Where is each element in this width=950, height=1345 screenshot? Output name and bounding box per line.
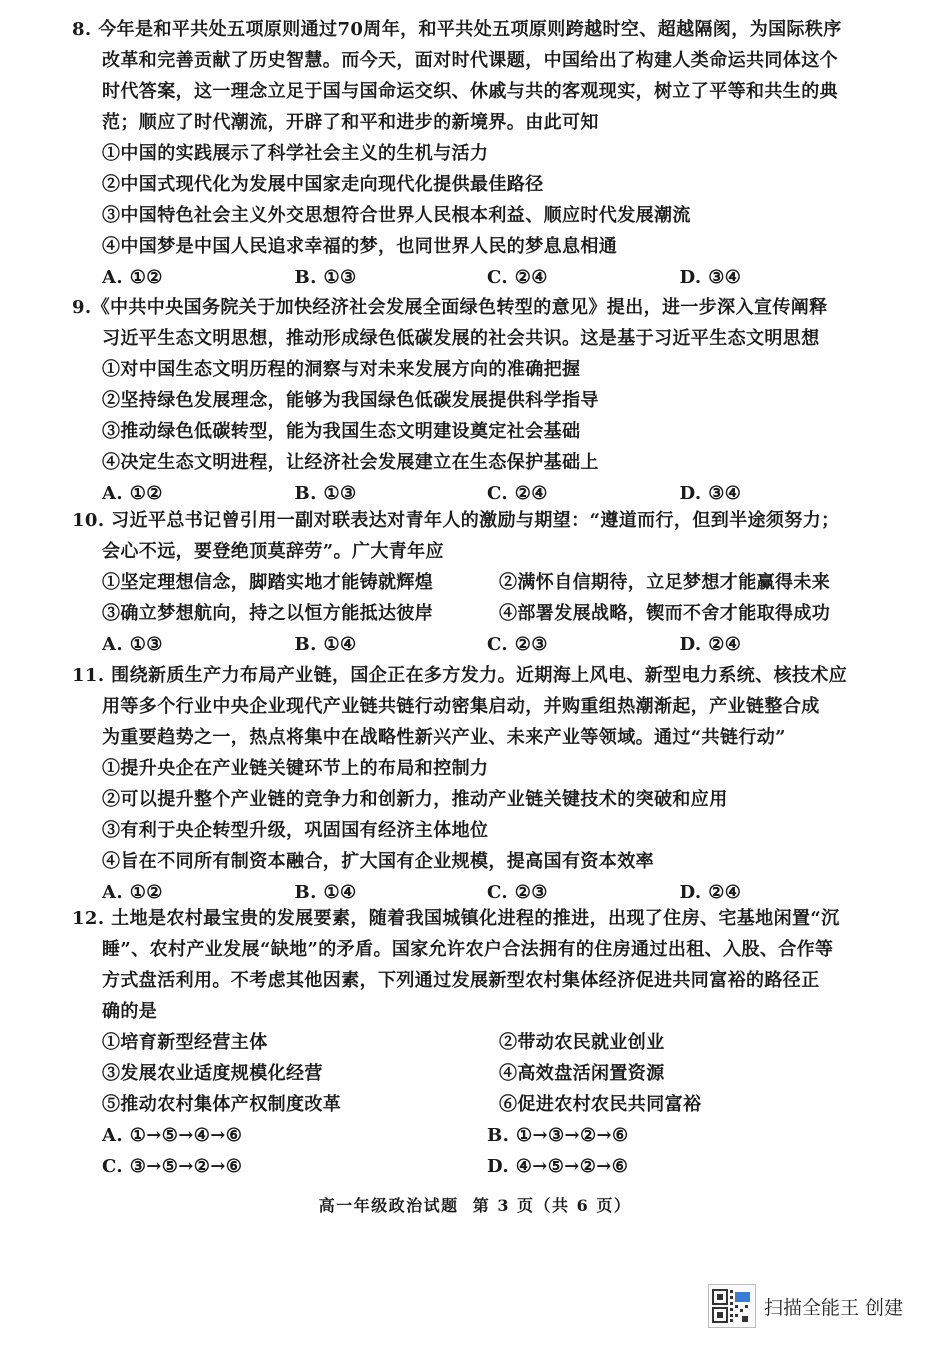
question-12-option-5: ⑤推动农村集体产权制度改革 — [102, 1094, 342, 1115]
question-8-option-3: ③中国特色社会主义外交思想符合世界人民根本利益、顺应时代发展潮流 — [102, 205, 691, 226]
question-11-option-4: ④旨在不同所有制资本融合，扩大国有企业规模，提高国有资本效率 — [102, 851, 654, 872]
question-12 — [72, 903, 872, 1182]
choice-c: C. ②④ — [487, 483, 548, 504]
question-12-option-6: ⑥促进农村农民共同富裕 — [499, 1094, 702, 1115]
question-10-stem-line: 10. 习近平总书记曾引用一副对联表达对青年人的激励与期望：“遵道而行，但到半途须努力； — [72, 510, 840, 531]
question-9-stem-line: 习近平生态文明思想，推动形成绿色低碳发展的社会共识。这是基于习近平生态文明思想 — [102, 328, 820, 349]
question-10-stem-line: 会心不远，要登绝顶莫辞劳”。广大青年应 — [102, 541, 444, 562]
question-10-option-1: ①坚定理想信念，脚踏实地才能铸就辉煌 — [102, 572, 434, 593]
question-12-option-row — [102, 1058, 872, 1089]
choice-c: C. ②③ — [487, 634, 548, 655]
choice-c: C. ②③ — [487, 882, 548, 903]
question-12-stem-line: 睡”、农村产业发展“缺地”的矛盾。国家允许农户合法拥有的住房通过出租、入股、合作等 — [102, 939, 834, 960]
question-12-stem-line: 12. 土地是农村最宝贵的发展要素，随着我国城镇化进程的推进，出现了住房、宅基地闲置“沉 — [72, 908, 840, 929]
question-11 — [72, 660, 872, 908]
question-12-option-2: ②带动农民就业创业 — [499, 1032, 665, 1053]
question-8-option-2: ②中国式现代化为发展中国家走向现代化提供最佳路径 — [102, 174, 544, 195]
question-10-option-4: ④部署发展战略，锲而不舍才能取得成功 — [499, 603, 831, 624]
watermark-text: 扫描全能王 创建 — [764, 1296, 904, 1319]
question-11-option-2: ②可以提升整个产业链的竞争力和创新力，推动产业链关键技术的突破和应用 — [102, 789, 728, 810]
question-10-option-2: ②满怀自信期待，立足梦想才能赢得未来 — [499, 572, 831, 593]
question-8-option-1: ①中国的实践展示了科学社会主义的生机与活力 — [102, 143, 489, 164]
question-10-option-3: ③确立梦想航向，持之以恒方能抵达彼岸 — [102, 603, 434, 624]
question-9-option-4: ④决定生态文明进程，让经济社会发展建立在生态保护基础上 — [102, 452, 599, 473]
choice-b: B. ①④ — [294, 634, 357, 655]
question-12-stem-line: 确的是 — [102, 1001, 158, 1022]
choice-d: D. ②④ — [679, 634, 742, 655]
question-11-stem-line: 11. 围绕新质生产力布局产业链，国企正在多方发力。近期海上风电、新型电力系统、核技术应 — [72, 665, 848, 686]
question-10 — [72, 505, 872, 660]
question-9-option-2: ②坚持绿色发展理念，能够为我国绿色低碳发展提供科学指导 — [102, 390, 599, 411]
question-12-option-row — [102, 1089, 872, 1120]
question-12-choices-row — [102, 1151, 872, 1182]
question-10-choices — [102, 629, 872, 660]
question-11-option-3: ③有利于央企转型升级，巩固国有经济主体地位 — [102, 820, 489, 841]
question-9-stem-line: 9.《中共中央国务院关于加快经济社会发展全面绿色转型的意见》提出，进一步深入宣传阐释 — [72, 297, 828, 318]
choice-d: D. ④→⑤→②→⑥ — [487, 1156, 629, 1177]
question-8 — [72, 14, 872, 293]
question-8-stem-line: 范；顺应了时代潮流，开辟了和平和进步的新境界。由此可知 — [102, 112, 599, 133]
question-12-option-1: ①培育新型经营主体 — [102, 1032, 268, 1053]
question-8-choices — [102, 262, 872, 293]
choice-a: A. ①③ — [102, 634, 163, 655]
question-12-option-3: ③发展农业适度规模化经营 — [102, 1063, 323, 1084]
question-9-option-3: ③推动绿色低碳转型，能为我国生态文明建设奠定社会基础 — [102, 421, 581, 442]
choice-b: B. ①③ — [294, 267, 357, 288]
choice-b: B. ①→③→②→⑥ — [487, 1125, 629, 1146]
qr-code-icon — [708, 1284, 756, 1328]
question-10-option-row — [102, 598, 872, 629]
question-12-stem-line: 方式盘活利用。不考虑其他因素，下列通过发展新型农村集体经济促进共同富裕的路径正 — [102, 970, 820, 991]
choice-c: C. ②④ — [487, 267, 548, 288]
choice-c: C. ③→⑤→②→⑥ — [102, 1156, 243, 1177]
question-9 — [72, 292, 872, 509]
question-12-choices-row — [102, 1120, 872, 1151]
question-10-option-row — [102, 567, 872, 598]
question-8-stem-line: 时代答案，这一理念立足于国与国命运交织、休戚与共的客观现实，树立了平等和共生的典 — [102, 81, 838, 102]
choice-d: D. ③④ — [679, 483, 742, 504]
question-11-option-1: ①提升央企在产业链关键环节上的布局和控制力 — [102, 758, 489, 779]
question-11-stem-line: 用等多个行业中央企业现代产业链共链行动密集启动，并购重组热潮渐起，产业链整合成 — [102, 696, 820, 717]
question-12-option-4: ④高效盘活闲置资源 — [499, 1063, 665, 1084]
choice-b: B. ①③ — [294, 483, 357, 504]
question-9-option-1: ①对中国生态文明历程的洞察与对未来发展方向的准确把握 — [102, 359, 581, 380]
question-11-stem-line: 为重要趋势之一，热点将集中在战略性新兴产业、未来产业等领域。通过“共链行动” — [102, 727, 786, 748]
choice-a: A. ①→⑤→④→⑥ — [102, 1125, 243, 1146]
choice-d: D. ③④ — [679, 267, 742, 288]
scanner-watermark — [708, 1284, 903, 1328]
question-8-stem-line: 8. 今年是和平共处五项原则通过70周年，和平共处五项原则跨越时空、超越隔阂，为国际秩序 — [72, 19, 842, 40]
question-8-option-4: ④中国梦是中国人民追求幸福的梦，也同世界人民的梦息息相通 — [102, 236, 618, 257]
question-8-stem-line: 改革和完善贡献了历史智慧。而今天，面对时代课题，中国给出了构建人类命运共同体这个 — [102, 50, 838, 71]
page-footer: 高一年级政治试题 第 3 页（共 6 页） — [318, 1196, 632, 1215]
question-12-option-row — [102, 1027, 872, 1058]
choice-b: B. ①④ — [294, 882, 357, 903]
choice-d: D. ②④ — [679, 882, 742, 903]
choice-a: A. ①② — [102, 882, 163, 903]
choice-a: A. ①② — [102, 267, 163, 288]
choice-a: A. ①② — [102, 483, 163, 504]
